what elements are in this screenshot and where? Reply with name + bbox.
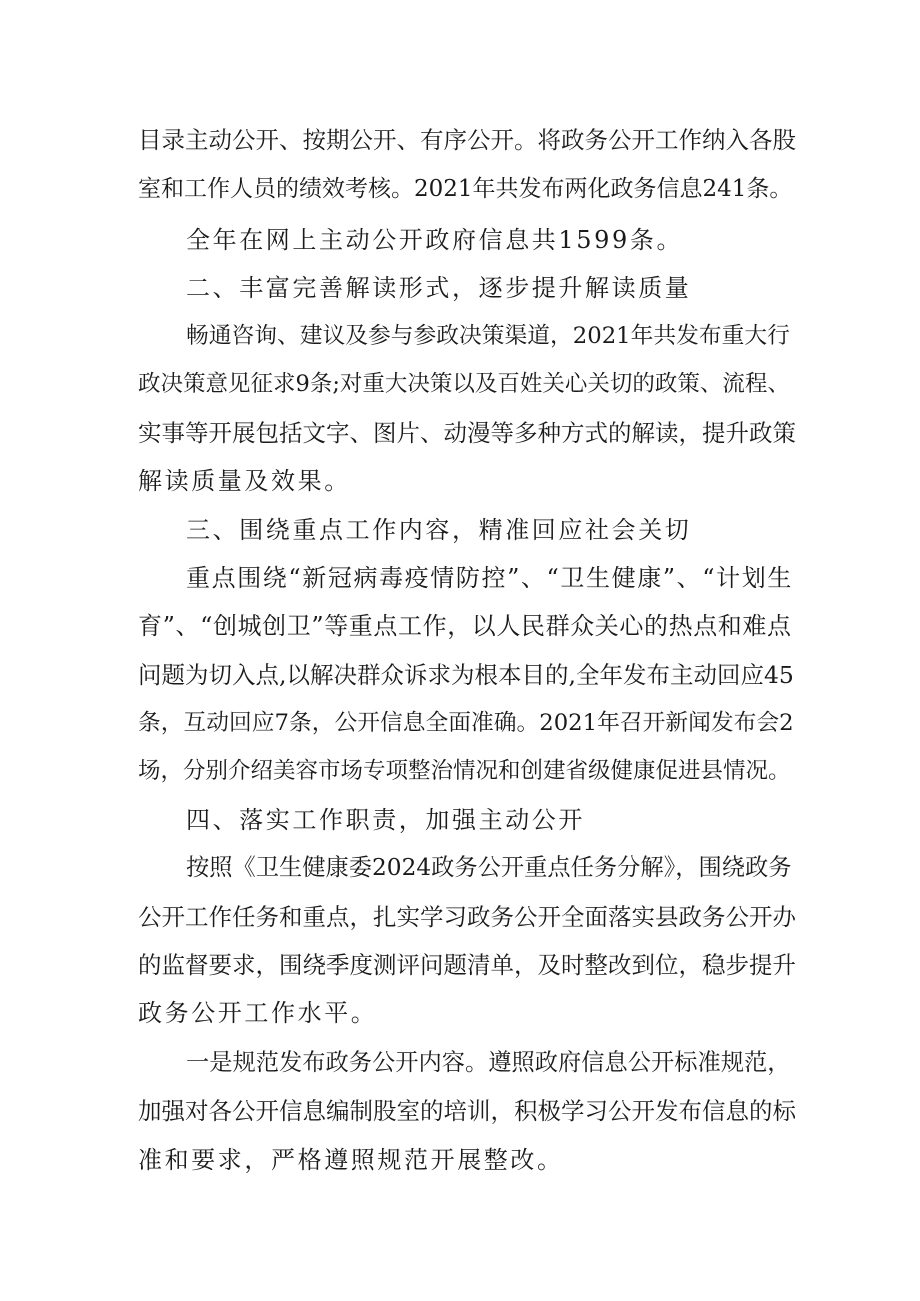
section-heading: 三、围绕重点工作内容，精准回应社会关切 [186,516,692,544]
paragraph-line: 育”、“创城创卫”等重点工作，以人民群众关心的热点和难点 [138,612,792,640]
section-heading: 四、落实工作职责，加强主动公开 [186,806,585,834]
paragraph-line: 政务公开工作水平。 [138,999,378,1027]
paragraph-line: 场，分别介绍美容市场专项整治情况和创建省级健康促进县情况。 [138,758,791,784]
section-heading: 二、丰富完善解读形式，逐步提升解读质量 [186,274,692,302]
paragraph-line: 目录主动公开、按期公开、有序公开。将政务公开工作纳入各股 [138,126,796,154]
paragraph-line: 解读质量及效果。 [138,467,351,495]
paragraph-line: 加强对各公开信息编制股室的培训，积极学习公开发布信息的标 [138,1097,796,1125]
paragraph-line: 畅通咨询、建议及参与参政决策渠道，2021年共发布重大行 [186,323,790,349]
paragraph-line: 问题为切入点,以解决群众诉求为根本目的,全年发布主动回应45 [138,661,794,689]
paragraph-line: 按照《卫生健康委2024政务公开重点任务分解》，围绕政务 [186,854,792,881]
paragraph-line: 的监督要求，围绕季度测评问题清单，及时整改到位，稳步提升 [138,951,796,979]
paragraph-line: 准和要求，严格遵照规范开展整改。 [138,1146,564,1174]
paragraph-line: 重点围绕“新冠病毒疫情防控”、“卫生健康”、“计划生 [186,564,793,592]
paragraph-line: 一是规范发布政务公开内容。遵照政府信息公开标准规范， [186,1049,791,1076]
paragraph-line: 室和工作人员的绩效考核。2021年共发布两化政务信息241条。 [138,176,793,202]
paragraph-line: 实事等开展包括文字、图片、动漫等多种方式的解读，提升政策 [138,419,796,447]
paragraph-line: 公开工作任务和重点，扎实学习政务公开全面落实县政务公开办 [138,903,796,931]
paragraph-line: 全年在网上主动公开政府信息共1599条。 [186,226,684,254]
paragraph-line: 政决策意见征求9条;对重大决策以及百姓关心关切的政策、流程、 [138,371,790,397]
paragraph-line: 条，互动回应7条，公开信息全面准确。2021年召开新闻发布会2 [138,710,794,736]
